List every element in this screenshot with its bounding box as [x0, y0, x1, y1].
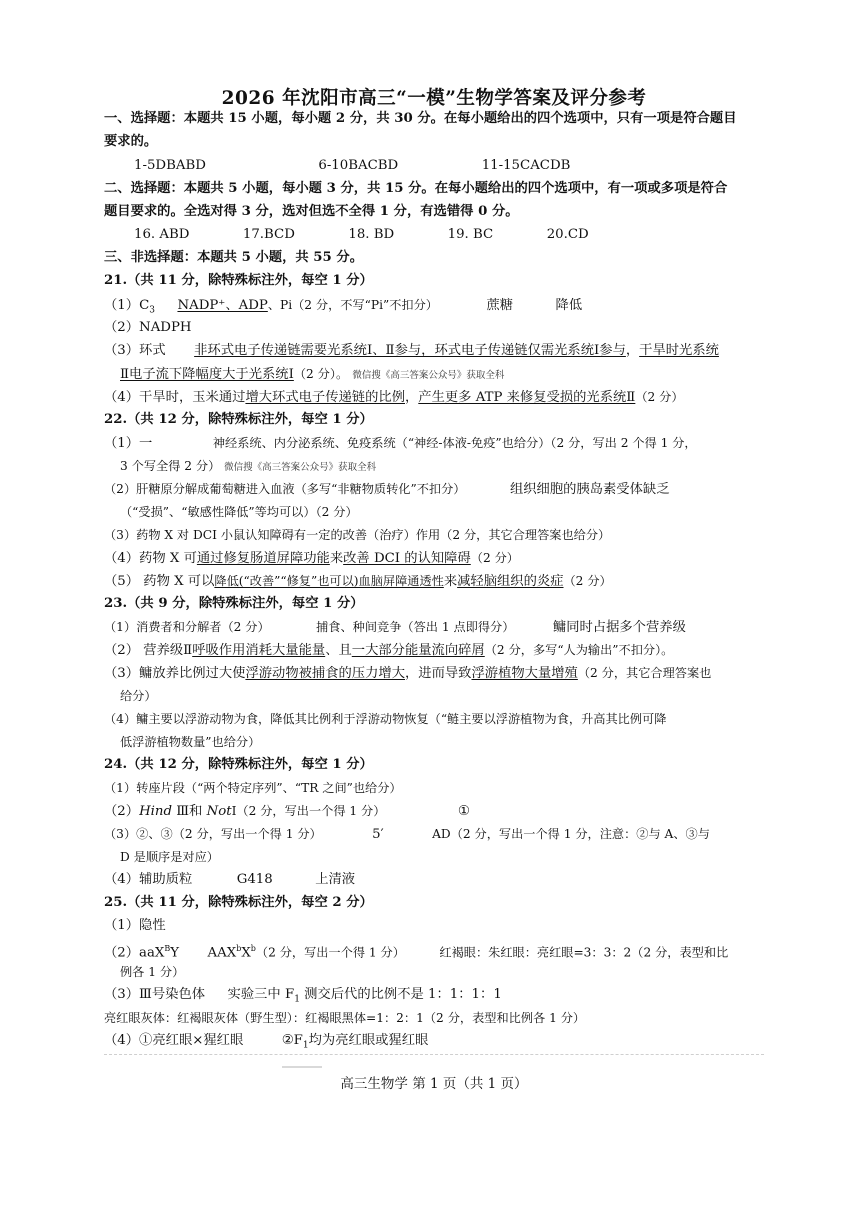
answer-19: 19. BC [447, 227, 494, 242]
q22-line-3: （3）药物 X 对 DCI 小鼠认知障碍有一定的改善（治疗）作用（2 分，其它合理答案也给分） [104, 528, 611, 542]
q24-line-1: （1）转座片段（“两个特定序列”、“TR 之间”也给分） [104, 781, 402, 795]
answer-17: 17.BCD [242, 227, 295, 242]
answers-11-15: 11-15CACDB [481, 158, 571, 173]
watermark-text: 微信搜《高三答案公众号》获取全科 [224, 462, 377, 473]
section-1-heading: 一、选择题：本题共 15 小题，每小题 2 分，共 30 分。在每小题给出的四个选项中，只有一项是符合题目 [104, 111, 737, 126]
q24-line-2: （2）Hind Ⅲ和 NotⅠ（2 分，写出一个得 1 分） ① [104, 804, 470, 819]
q21-line-3: （3）环式 非环式电子传递链需要光系统Ⅰ、Ⅱ参与，环式电子传递链仅需光系统Ⅰ参与，干旱时光系统 [104, 343, 719, 358]
q24-line-3: （3）②、③（2 分，写出一个得 1 分） 5′ AD（2 分，写出一个得 1 分，注意：②与 A、③与 [104, 827, 710, 842]
q25-line-3-cont: 亮红眼灰体：红褐眼灰体（野生型）：红褐眼黑体=1：2：1（2 分，表型和比例各 1 分） [104, 1011, 586, 1025]
q25-line-4: （4）①亮红眼×猩红眼 $②F_1$均为亮红眼或猩红眼 [104, 1033, 429, 1051]
q25-line-1: （1）隐性 [104, 918, 166, 933]
q23-line-2: （2） 营养级Ⅱ呼吸作用消耗大量能量、且一大部分能量流向碎屑（2 分，多写“人为输出”不扣分）。 [104, 643, 674, 658]
answer-18: 18. BD [348, 227, 395, 242]
q21-line-4: （4）干旱时，玉米通过增大环式电子传递链的比例，产生更多 ATP 来修复受损的光系统Ⅱ（2 分） [104, 390, 684, 405]
q23-line-3-cont: 给分） [120, 689, 157, 703]
q22-line-1: （1）一 神经系统、内分泌系统、免疫系统（“神经-体液-免疫”也给分）（2 分，写出 2 个得 1 分， [104, 436, 697, 451]
page-footer: 高三生物学 第 1 页（共 1 页） [340, 1076, 528, 1092]
q23-line-3: （3）鳙放养比例过大使浮游动物被捕食的压力增大，进而导致浮游植物大量增殖（2 分，其它合理答案也 [104, 666, 712, 681]
answer-16: 16. ABD [134, 227, 190, 242]
answers-6-10: 6-10BACBD [318, 158, 399, 173]
q22-line-4: （4）药物 X 可通过修复肠道屏障功能来改善 DCI 的认知障碍（2 分） [104, 551, 519, 566]
q25-line-3: （3）Ⅲ号染色体 实验三中 $F_1$ 测交后代的比例不是 1：1：1：1 [104, 987, 502, 1005]
q23-line-1: （1）消费者和分解者（2 分） 捕食、种间竞争（答出 1 点即得分） 鳙同时占据多个营养级 [104, 620, 686, 635]
q21-line-3-cont: Ⅱ电子流下降幅度大于光系统Ⅰ（2 分）。 微信搜《高三答案公众号》获取全科 [120, 367, 505, 382]
q22-line-1-cont: 3 个写全得 2 分） 微信搜《高三答案公众号》获取全科 [120, 459, 377, 473]
q24-heading: 24.（共 12 分，除特殊标注外，每空 1 分） [104, 757, 373, 772]
q21-line-1: $(1)C_3$ NADP⁺、ADP、Pi（2 分，不写“Pi”不扣分） 蔗糖 降低 [104, 298, 583, 316]
q22-line-2-cont: （“受损”、“敏感性降低”等均可以）（2 分） [120, 505, 358, 519]
q23-line-4-cont: 低浮游植物数量”也给分） [120, 735, 261, 749]
section-2-heading: 二、选择题：本题共 5 小题，每小题 3 分，共 15 分。在每小题给出的四个选项中，有一项或多项是符合 [104, 181, 728, 196]
section-2-answers [134, 226, 589, 244]
scan-artifact-mark [282, 1066, 322, 1068]
watermark-text: 微信搜《高三答案公众号》获取全科 [352, 370, 505, 381]
q21-heading: 21.（共 11 分，除特殊标注外，每空 1 分） [104, 273, 373, 288]
scan-artifact-line [104, 1054, 764, 1057]
q22-line-5: （5） 药物 X 可以降低(“改善”“修复”也可以)血脑屏障通透性来减轻脑组织的炎症（2 分） [104, 574, 612, 589]
q25-line-2-cont: 例各 1 分） [120, 965, 185, 979]
section-3-heading: 三、非选择题：本题共 5 小题，共 55 分。 [104, 250, 364, 265]
q22-heading: 22.（共 12 分，除特殊标注外，每空 1 分） [104, 412, 373, 427]
q21-nadp-adp: NADP⁺、ADP [177, 298, 268, 313]
page-title: 2026 年沈阳市高三“一模”生物学答案及评分参考 [221, 88, 647, 109]
section-1-answers [134, 157, 570, 175]
section-2-heading-cont: 题目要求的。全选对得 3 分，选对但选不全得 1 分，有选错得 0 分。 [104, 204, 519, 219]
q22-line-2: （2）肝糖原分解成葡萄糖进入血液（多写“非糖物质转化”不扣分） 组织细胞的胰岛素受体缺乏 [104, 482, 670, 497]
section-1-heading-cont: 要求的。 [104, 134, 158, 149]
q21-line-2: （2）NADPH [104, 320, 192, 335]
q23-line-4: （4）鳙主要以浮游动物为食，降低其比例利于浮游动物恢复（“鲢主要以浮游植物为食，升高其比例可降 [104, 712, 667, 726]
answers-1-5: 1-5DBABD [134, 158, 206, 173]
q24-line-3-cont: D 是顺序是对应） [120, 850, 219, 864]
q25-heading: 25.（共 11 分，除特殊标注外，每空 2 分） [104, 895, 373, 910]
q25-line-2: （2）aaX$^B$Y $AAX^bX^b(2$ 分，写出一个得 1 分） 红褐眼：朱红眼：亮红眼=3：3：2（2 分，表型和比 [104, 944, 729, 961]
q23-heading: 23.（共 9 分，除特殊标注外，每空 1 分） [104, 596, 364, 611]
q24-line-4: （4）辅助质粒 G418 上清液 [104, 872, 356, 887]
answer-20: 20.CD [546, 227, 589, 242]
